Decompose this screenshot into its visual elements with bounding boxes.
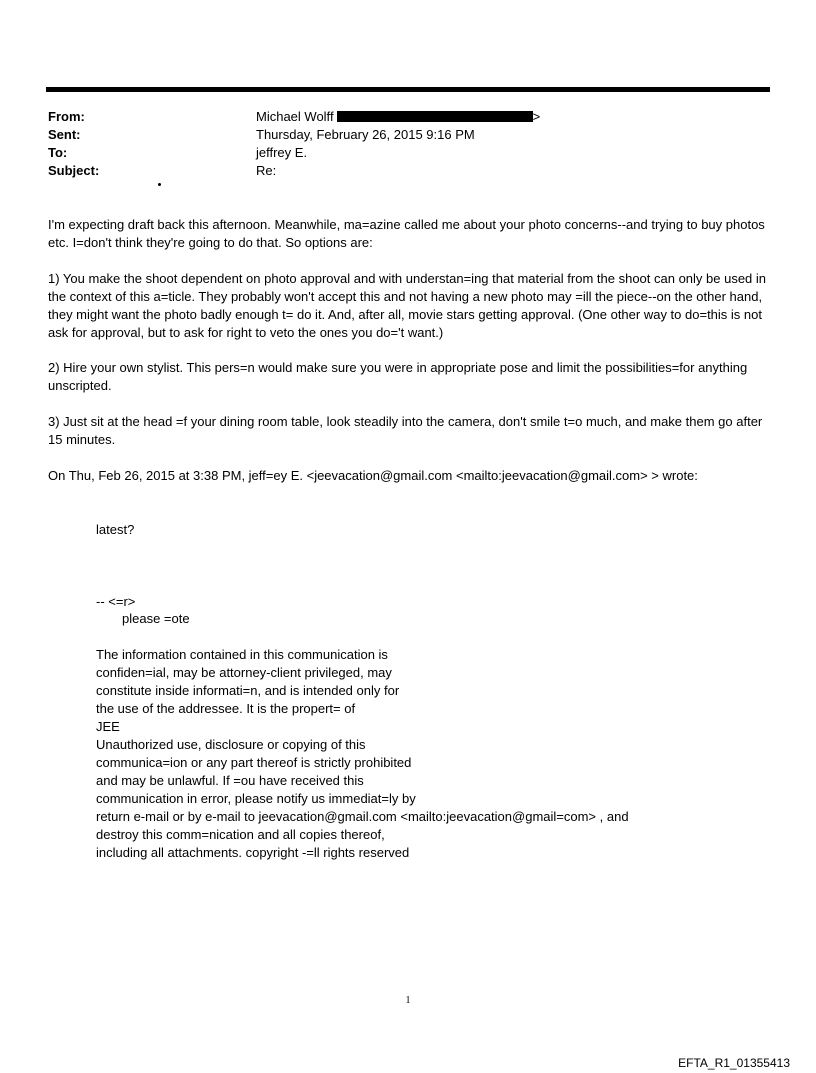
sent-row: [48, 126, 748, 144]
quoted-latest: latest?: [96, 522, 135, 537]
disclaimer-line: return e-mail or by e-mail to jeevacation@gmail.com <mailto:jeevacation@gmail=com> , and: [96, 809, 629, 824]
signature-note: please =ote: [122, 611, 190, 626]
from-name: Michael Wolff: [256, 109, 334, 124]
reply-attribution: On Thu, Feb 26, 2015 at 3:38 PM, jeff=ey E. <jeevacation@gmail.com <mailto:jeevacation@gmail.com> > wrote:: [48, 468, 698, 483]
disclaimer-line: JEE: [96, 719, 120, 734]
from-value: [256, 108, 540, 126]
disclaimer-line: communication in error, please notify us immediat=ly by: [96, 791, 416, 806]
disclaimer-line: confiden=ial, may be attorney-client privileged, may: [96, 665, 392, 680]
sent-value: Thursday, February 26, 2015 9:16 PM: [256, 127, 475, 142]
from-label: From:: [48, 109, 85, 124]
subject-row: [48, 162, 748, 180]
disclaimer-line: Unauthorized use, disclosure or copying of this: [96, 737, 366, 752]
header-rule: [46, 87, 770, 92]
body-paragraph-4: 3) Just sit at the head =f your dining room table, look steadily into the camera, don't smile t=o much, and make them go after 15 minutes.: [48, 414, 763, 447]
stray-dot: [158, 183, 161, 186]
document-id: EFTA_R1_01355413: [678, 1056, 790, 1070]
subject-label: Subject:: [48, 163, 100, 178]
sent-label: Sent:: [48, 127, 81, 142]
disclaimer-line: including all attachments. copyright -=ll rights reserved: [96, 845, 410, 860]
subject-value: Re:: [256, 163, 277, 178]
from-suffix: >: [532, 109, 541, 124]
signature-dash: -- <=r>: [96, 594, 136, 609]
disclaimer-block: [96, 646, 716, 862]
body-paragraph-1: I'm expecting draft back this afternoon. Meanwhile, ma=azine called me about your photo concerns--and trying to buy photos etc. I=don't think they're going to do that. So options are:: [48, 217, 765, 250]
disclaimer-line: the use of the addressee. It is the propert= of: [96, 701, 356, 716]
body-paragraph-3: 2) Hire your own stylist. This pers=n would make sure you were in appropriate pose and limit the possibilities=for anything unscripted.: [48, 360, 748, 393]
disclaimer-line: constitute inside informati=n, and is intended only for: [96, 683, 400, 698]
disclaimer-line: destroy this comm=nication and all copies thereof,: [96, 827, 385, 842]
to-value: jeffrey E.: [256, 145, 308, 160]
body-paragraph-2: 1) You make the shoot dependent on photo approval and with understan=ing that material from the shoot can only be used in the context of this a=ticle. They probably won't accept this and not having a new photo may =ill the piece--on the other hand, they might want the photo badly enough t= do it. And, after all, movie stars getting approval. (One other way to do=this is not ask for approval, but to ask for right to veto the ones you do='t want.): [48, 271, 767, 340]
from-row: [48, 108, 748, 126]
page-number: 1: [405, 995, 411, 1006]
disclaimer-line: and may be unlawful. If =ou have received this: [96, 773, 364, 788]
disclaimer-line: The information contained in this communication is: [96, 647, 388, 662]
disclaimer-line: communica=ion or any part thereof is strictly prohibited: [96, 755, 412, 770]
to-label: To:: [48, 145, 68, 160]
to-row: [48, 144, 748, 162]
redaction-bar: [337, 111, 533, 122]
